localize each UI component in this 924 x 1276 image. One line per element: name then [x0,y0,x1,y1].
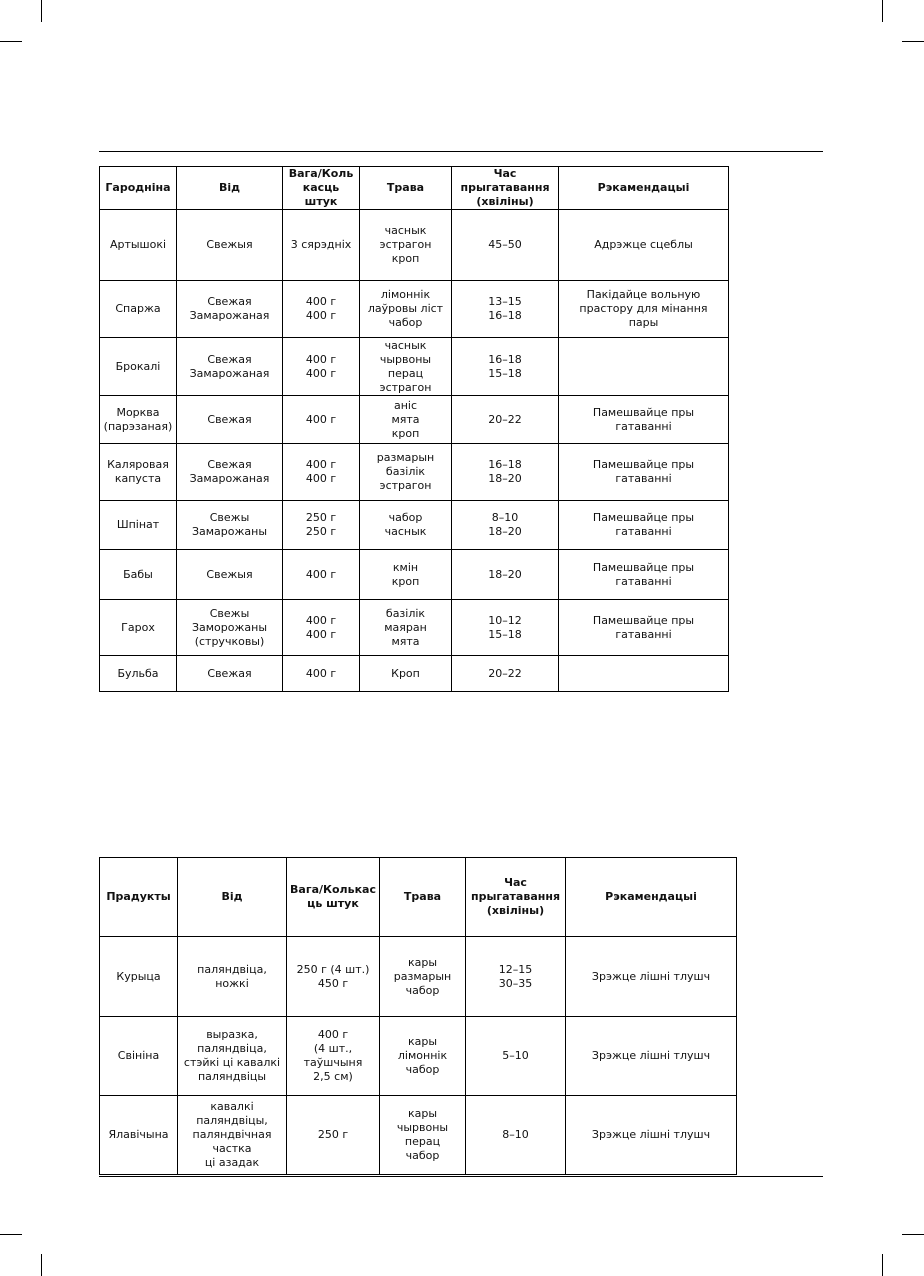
table-cell: выразка, паляндвіца, стэйкі ці кавалкі паляндвіцы [178,1017,287,1096]
table-cell: Свежыя [177,210,283,281]
table-cell: Свежая [177,656,283,692]
table-cell: 20–22 [452,396,559,444]
table-cell: кавалкі паляндвіцы, паляндвічная частка ці азадак [178,1096,287,1175]
vegetables-table [99,166,729,692]
table-cell: Свежая [177,396,283,444]
table-cell: Бульба [100,656,177,692]
table-cell: часнык чырвоны перац эстрагон [360,338,452,396]
table-cell: Кроп [360,656,452,692]
table-row [100,550,729,600]
column-header: Рэкамендацыі [559,167,729,210]
table-cell: Свежыя [177,550,283,600]
table-cell: 400 г 400 г [283,444,360,501]
table-cell: 250 г (4 шт.) 450 г [287,937,380,1017]
table-cell: 400 г [283,396,360,444]
table-cell: 13–15 16–18 [452,281,559,338]
column-header: Рэкамендацыі [566,858,737,937]
table-cell: паляндвіца, ножкі [178,937,287,1017]
table-cell: Гарох [100,600,177,656]
crop-mark [882,1254,883,1276]
table-cell: Памешвайце пры гатаванні [559,444,729,501]
column-header: Прадукты [100,858,178,937]
table-cell: Памешвайце пры гатаванні [559,600,729,656]
table-cell: Свежы Заморожаны (стручковы) [177,600,283,656]
table-cell: 16–18 15–18 [452,338,559,396]
table-cell: Памешвайце пры гатаванні [559,501,729,550]
table-cell [559,656,729,692]
crop-mark [902,41,924,42]
table-cell: 250 г [287,1096,380,1175]
table-cell: Адрэжце сцеблы [559,210,729,281]
table-cell: лімоннік лаўровы ліст чабор [360,281,452,338]
table-cell: 16–18 18–20 [452,444,559,501]
table-cell: Свініна [100,1017,178,1096]
table-cell: 400 г 400 г [283,600,360,656]
column-header: Гародніна [100,167,177,210]
column-header: Від [178,858,287,937]
table-cell: Зрэжце лішні тлушч [566,937,737,1017]
table-cell: Пакідайце вольную прастору для мінання пары [559,281,729,338]
table-row [100,210,729,281]
table-cell: размарын базілік эстрагон [360,444,452,501]
table-cell: 10–12 15–18 [452,600,559,656]
table-cell: 8–10 18–20 [452,501,559,550]
table-cell: 3 сярэдніх [283,210,360,281]
table-cell: Свежая Замарожаная [177,281,283,338]
meat-table [99,857,737,1175]
table-cell: 18–20 [452,550,559,600]
table-row [100,937,737,1017]
table-row [100,444,729,501]
column-header: Від [177,167,283,210]
table-cell [559,338,729,396]
crop-mark [882,0,883,22]
table-cell: Свежая Замарожаная [177,444,283,501]
table-row [100,338,729,396]
column-header: Вага/Колькас ць штук [287,858,380,937]
column-header: Час прыгатавання (хвіліны) [466,858,566,937]
crop-mark [0,41,22,42]
table-cell: Бабы [100,550,177,600]
table-cell: Ялавічына [100,1096,178,1175]
table-cell: 45–50 [452,210,559,281]
table-cell: кары чырвоны перац чабор [380,1096,466,1175]
table-cell: 20–22 [452,656,559,692]
table-cell: 400 г [283,656,360,692]
column-header: Вага/Коль касць штук [283,167,360,210]
table-cell: 8–10 [466,1096,566,1175]
table-cell: аніс мята кроп [360,396,452,444]
table-header-row [100,167,729,210]
crop-mark [41,1254,42,1276]
table-cell: Зрэжце лішні тлушч [566,1017,737,1096]
table-cell: Свежая Замарожаная [177,338,283,396]
table-cell: Курыца [100,937,178,1017]
table-cell: 12–15 30–35 [466,937,566,1017]
table-cell: Артышокі [100,210,177,281]
table-cell: Памешвайце пры гатаванні [559,396,729,444]
table-row [100,396,729,444]
crop-mark [0,1234,22,1235]
table-cell: Каляровая капуста [100,444,177,501]
table-cell: часнык эстрагон кроп [360,210,452,281]
table-header-row [100,858,737,937]
table-cell: кары лімоннік чабор [380,1017,466,1096]
table-cell: Морква (парэзаная) [100,396,177,444]
table-cell: Спаржа [100,281,177,338]
table-cell: кары размарын чабор [380,937,466,1017]
footer-rule [99,1176,823,1177]
table-cell: Памешвайце пры гатаванні [559,550,729,600]
table-cell: чабор часнык [360,501,452,550]
table-cell: Зрэжце лішні тлушч [566,1096,737,1175]
column-header: Час прыгатавання (хвіліны) [452,167,559,210]
table-cell: Брокалі [100,338,177,396]
table-cell: 5–10 [466,1017,566,1096]
table-row [100,1096,737,1175]
table-cell: 250 г 250 г [283,501,360,550]
header-rule [99,151,823,152]
table-cell: Свежы Замарожаны [177,501,283,550]
column-header: Трава [380,858,466,937]
table-row [100,600,729,656]
table-cell: 400 г (4 шт., таўшчыня 2,5 см) [287,1017,380,1096]
table-cell: 400 г 400 г [283,338,360,396]
table-cell: 400 г [283,550,360,600]
table-row [100,501,729,550]
table-cell: кмін кроп [360,550,452,600]
table-row [100,656,729,692]
table-row [100,281,729,338]
column-header: Трава [360,167,452,210]
crop-mark [902,1234,924,1235]
table-cell: базілік маяран мята [360,600,452,656]
table-row [100,1017,737,1096]
table-cell: 400 г 400 г [283,281,360,338]
table-cell: Шпінат [100,501,177,550]
crop-mark [41,0,42,22]
